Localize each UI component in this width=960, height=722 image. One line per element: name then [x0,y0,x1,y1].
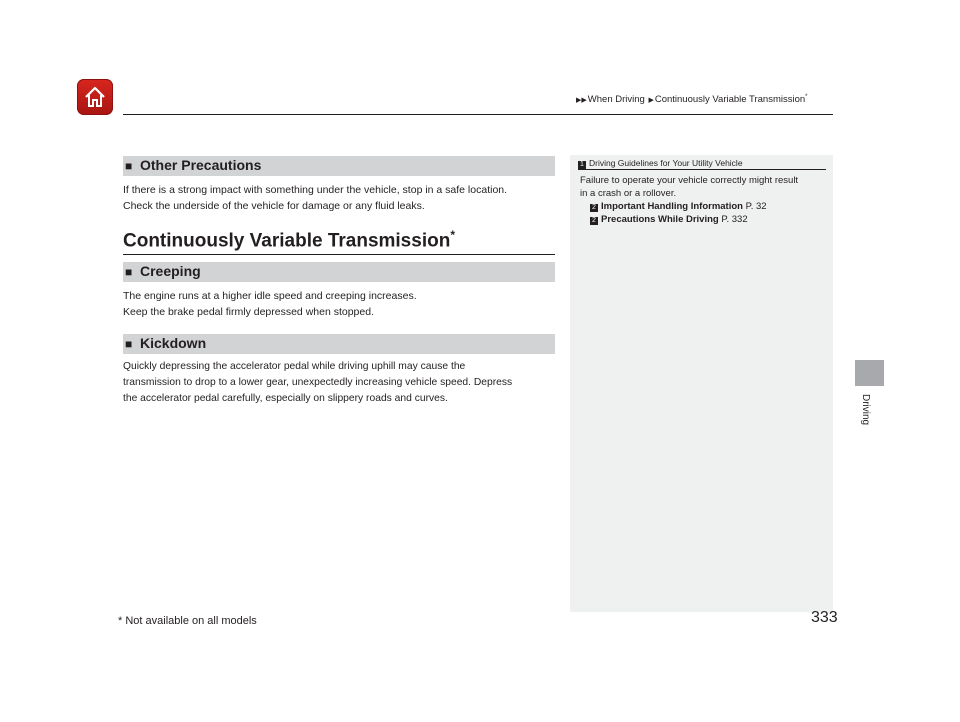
note-ref-precautions[interactable]: 2 Precautions While Driving P. 332 [590,214,748,225]
chapter-tab-label: Driving [860,394,871,426]
note-ref-handling[interactable]: 2 Important Handling Information P. 32 [590,201,767,212]
creeping-text: The engine runs at a higher idle speed and creeping increases. Keep the brake pedal firmly depressed when stopped. [123,290,417,318]
ref-arrow-icon: 2 [590,217,598,225]
footnote: * Not available on all models [118,615,257,627]
page-title: Continuously Variable Transmission* [123,228,455,252]
other-precautions-text: If there is a strong impact with something under the vehicle, stop in a safe location. Check the underside of the vehicle for damage or any fluid leaks. [123,184,508,212]
section-title: Kickdown [140,335,207,351]
note-divider [578,169,826,170]
note-body: Failure to operate your vehicle correctly might result in a crash or a rollover. [580,175,799,199]
page-number: 333 [811,609,838,626]
title-star: * [450,228,455,242]
sidebar-note [570,155,833,612]
breadcrumb-arrow-icon: ▶▶ [576,97,587,105]
home-icon [83,85,107,109]
note-marker-icon: 1 [578,161,586,169]
section-kickdown [123,334,555,354]
chapter-tab[interactable] [855,360,884,386]
header-divider [123,114,833,115]
kickdown-text: Quickly depressing the accelerator pedal while driving uphill may cause the transmission to drop to a lower gear, unexpectedly increasing vehicle speed. Depress the accelerator pedal carefully, especially on slippery roads and curves. [123,361,513,404]
ref-arrow-icon: 2 [590,204,598,212]
square-bullet-icon: ■ [125,159,133,173]
section-title: Other Precautions [140,157,262,173]
breadcrumb-arrow-icon: ▶ [648,97,654,105]
section-other-precautions [123,156,555,176]
breadcrumb [575,94,808,105]
heading-divider [123,254,555,255]
breadcrumb-item-cvt[interactable]: Continuously Variable Transmission [654,94,806,106]
section-creeping [123,262,555,282]
note-title: 1 Driving Guidelines for Your Utility Vehicle [578,158,743,169]
square-bullet-icon: ■ [125,265,133,279]
home-button[interactable] [77,79,113,115]
breadcrumb-item-when-driving[interactable]: When Driving [587,94,645,106]
breadcrumb-star: * [805,94,808,100]
section-title: Creeping [140,263,201,279]
square-bullet-icon: ■ [125,337,133,351]
